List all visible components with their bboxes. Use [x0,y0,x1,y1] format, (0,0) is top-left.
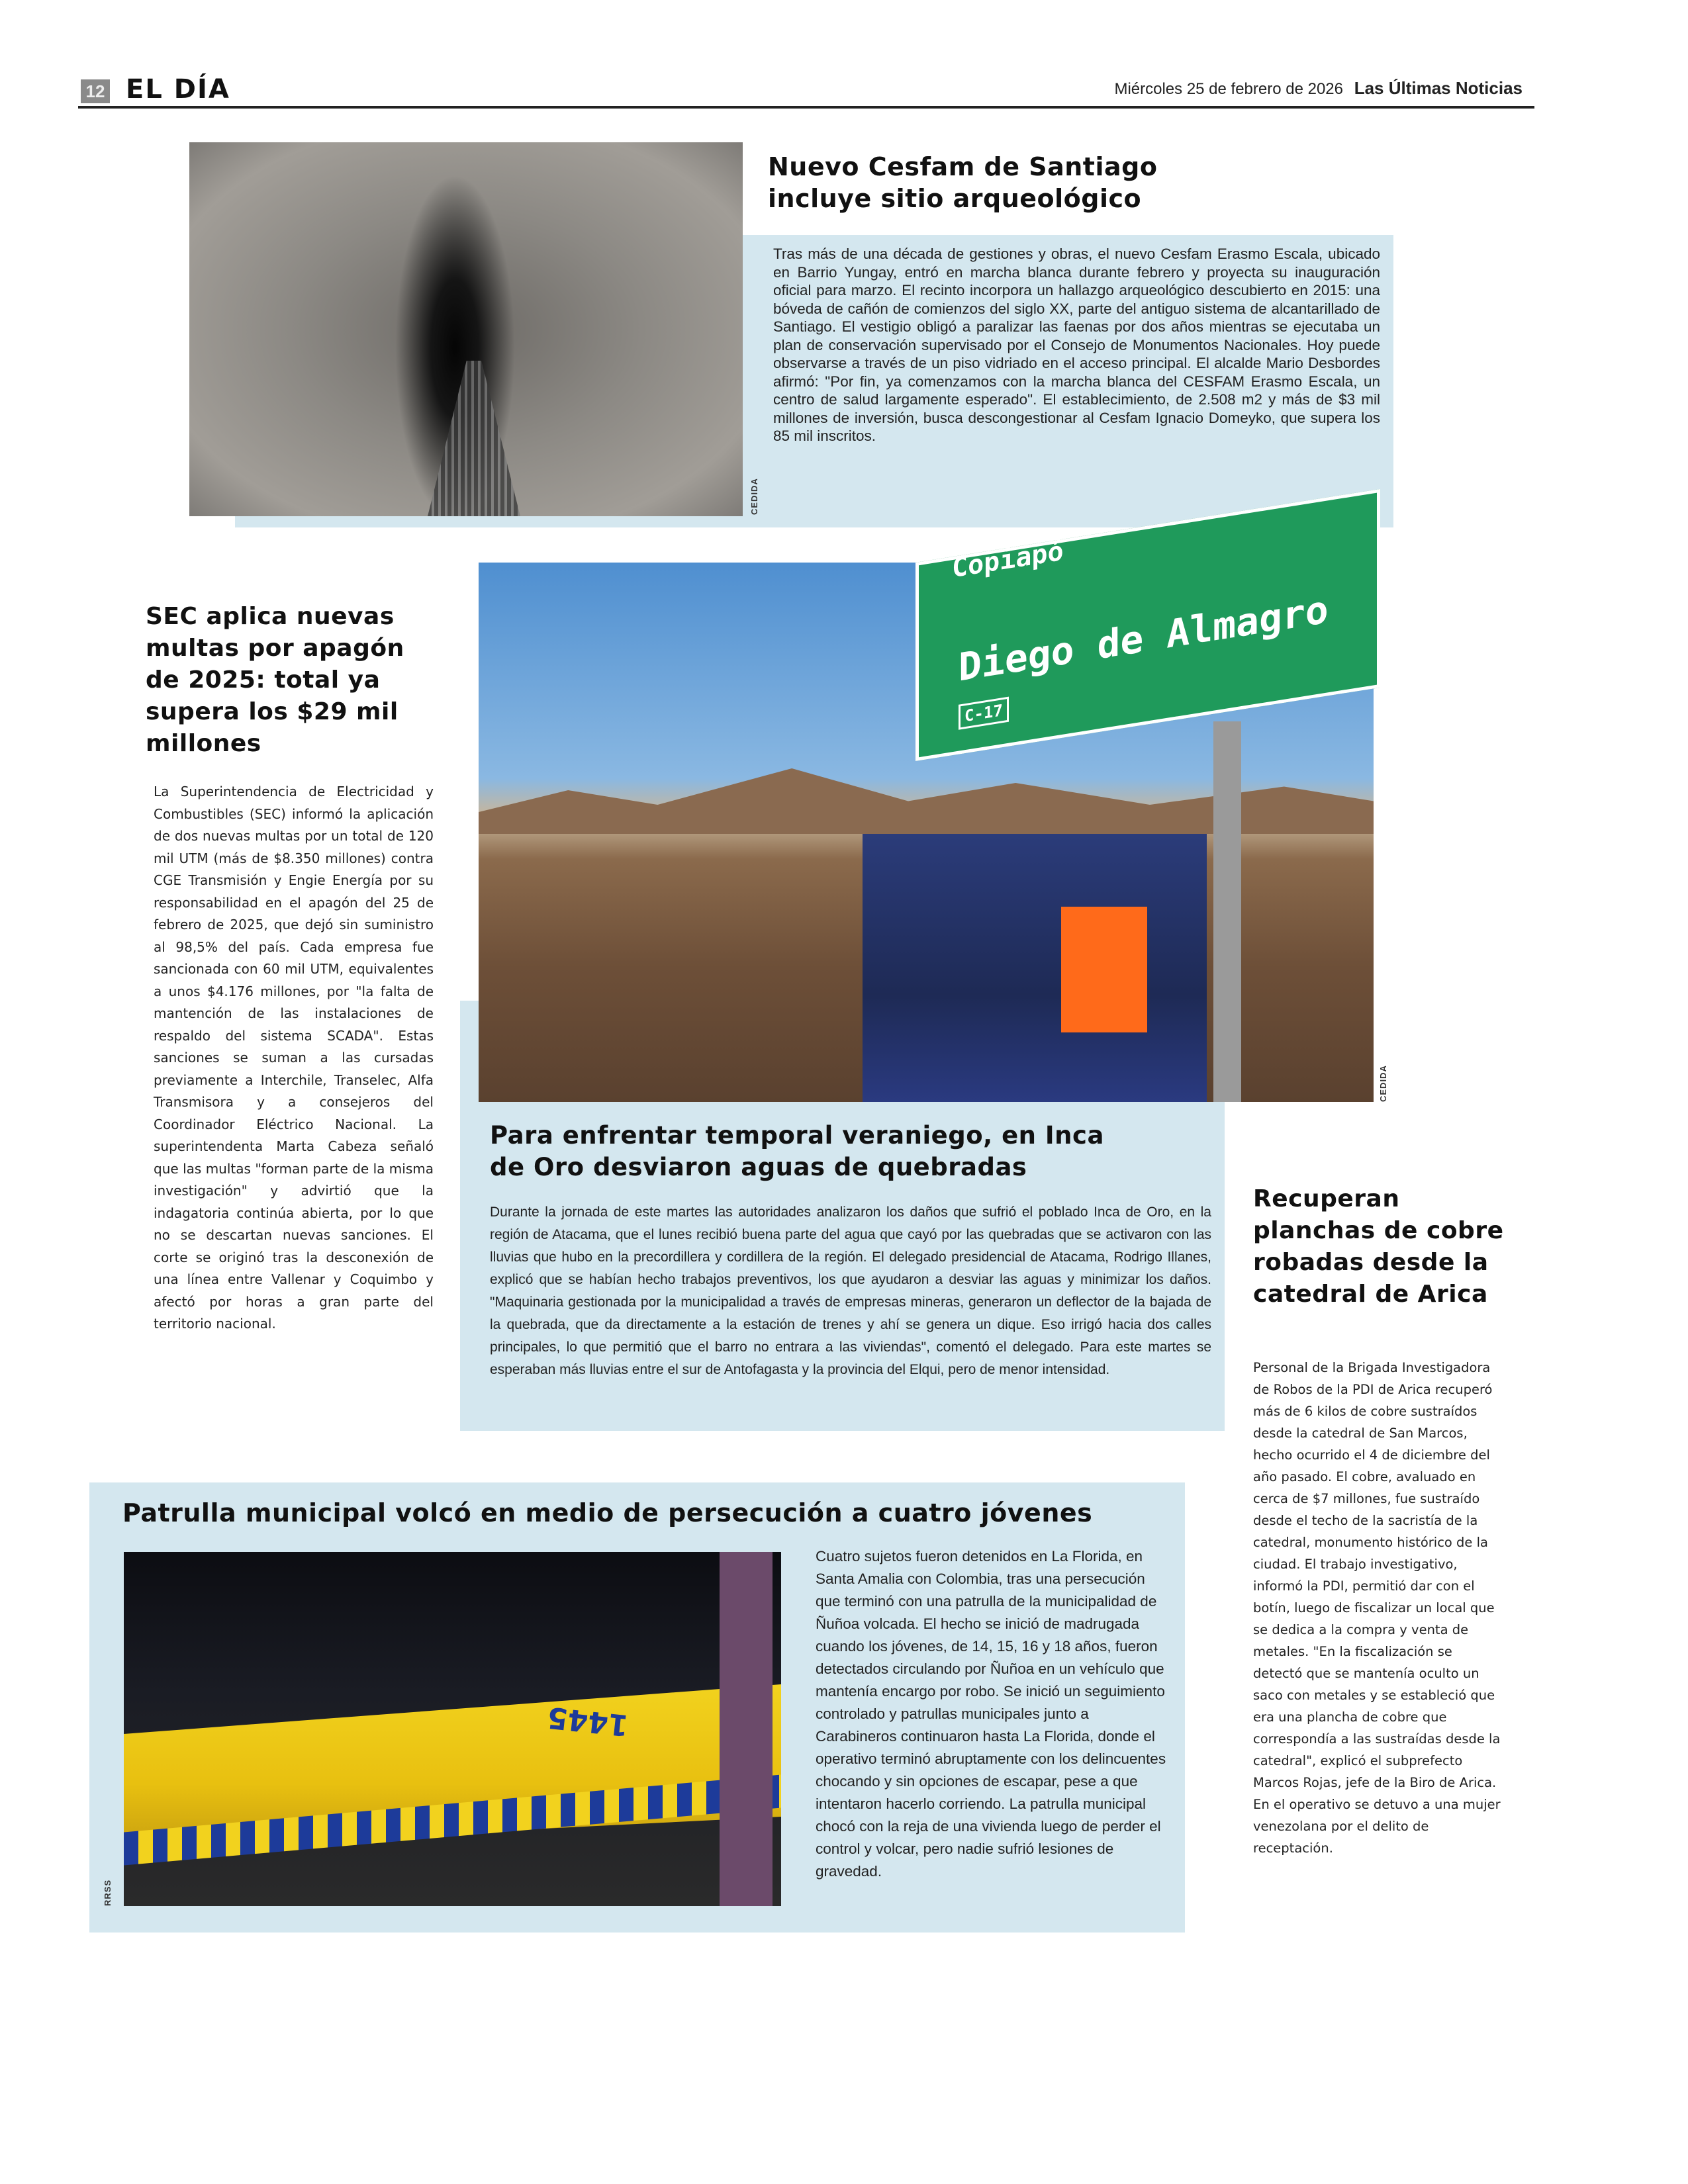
headline-line: incluye sitio arqueológico [768,184,1142,213]
sec-body: La Superintendencia de Electricidad y Combustibles (SEC) informó la aplicación de dos nuevas multas por un total de 120 mil UTM (más de $8.350 millones) contra CGE Transmisión y Engie Energía por su responsabilidad en el apagón del 25 de febrero de 2025, que dejó sin suministro al 98,5% del país. Cada empresa fue sancionada con 60 mil UTM, equivalentes a unos $4.176 millones, por "la falta de mantención de las instalaciones de respaldo del sistema SCADA". Estas sanciones se suman a las cursadas previamente a Interchile, Transelec, Alfa Transmisora y a consejeros del Coordinador Eléctrico Nacional. La superintendenta Marta Cabeza señaló que las multas "forman parte de la misma investigación" y advirtió que la indagatoria continúa abierta, por lo que no se descartan nuevas sanciones. El corte se originó tras la desconexión de una línea entre Vallenar y Coquimbo y afectó por horas a gran parte del territorio nacional. [154,784,434,1332]
sec-headline: SEC aplica nuevas multas por apagón de 2025: total ya supera los $29 mil millones [146,603,404,757]
walkway-grate [428,361,520,516]
headline-line: Nuevo Cesfam de Santiago [768,152,1158,181]
header-divider [78,106,1534,109]
arica-body: Personal de la Brigada Investigadora de Robos de la PDI de Arica recuperó más de 6 kilos de cobre sustraídos desde la catedral de San Marcos, hecho ocurrido el 4 de diciembre del año pasado. El cobre, avaluado en cerca de $7 millones, fue sustraído desde el techo de la sacristía de la catedral, monumento histórico de la ciudad. El trabajo investigativo, informó la PDI, permitió dar con el botín, luego de fiscalizar un local que se dedica a la compra y venta de metales. "En la fiscalización se detectó que se mantenía oculto un saco con metales y se estableció que era una plancha de cobre que correspondía a las sustraídas desde la catedral", explicó el subprefecto Marcos Rojas, jefe de la Biro de Arica. En el operativo se detuvo a una mujer venezolana por el delito de receptación. [1253,1360,1501,1856]
headline-line: de Oro desviaron aguas de quebradas [490,1153,1027,1181]
car-number: 1445 [545,1700,630,1743]
page-number: 12 [81,79,110,103]
masthead-info [1114,78,1523,99]
tunnel-photo [189,142,743,516]
sign-destination-top: Copiapó [952,535,1064,584]
issue-date: Miércoles 25 de febrero de 2026 [1114,80,1344,98]
orange-vest [1061,907,1147,1032]
patrulla-body: Cuatro sujetos fueron detenidos en La Florida, en Santa Amalia con Colombia, tras una persecución que terminó con una patrulla de la municipalidad de Ñuñoa volcada. El hecho se inició de madrugada cuando los jóvenes, de 14, 15, 16 y 18 años, fueron detectados circulando por Ñuñoa en un vehículo que mantenía encargo por robo. Se inició un seguimiento controlado y patrullas municipales junto a Carabineros continuaron hasta La Florida, donde el operativo terminó abruptamente con los delincuentes chocando y sin opciones de escapar, pese a que intentaron hacerlo corriendo. La patrulla municipal chocó con la reja de una vivienda luego de perder el control y volcar, pero nadie sufrió lesiones de gravedad. [816,1548,1166,1880]
arica-headline: Recuperan planchas de cobre robadas desde la catedral de Arica [1253,1185,1504,1308]
sign-destination-main: Diego de Almagro [959,586,1329,690]
cesfam-body: Tras más de una década de gestiones y obras, el nuevo Cesfam Erasmo Escala, ubicado en Barrio Yungay, entró en marcha blanca durante febrero y proyecta su inauguración oficial para marzo. El recinto incorpora un hallazgo arqueológico descubierto en 2015: una bóveda de cañón de comienzos del siglo XX, parte del antiguo sistema de alcantarillado de Santiago. El vestigio obligó a paralizar las faenas por dos años mientras se ejecutaba un plan de conservación supervisado por el Consejo de Monumentos Nacionales. Hoy puede observarse a través de un piso vidriado en el acceso principal. El alcalde Mario Desbordes afirmó: "Por fin, ya comenzamos con la marcha blanca del CESFAM Erasmo Escala, un centro de salud largamente esperado". El establecimiento, de 2.508 m2 y más de $3 mil millones de inversión, busca descongestionar al Cesfam Ignacio Domeyko, que supera los 85 mil inscritos. [773,246,1380,444]
road-sign [915,489,1380,761]
inca-body: Durante la jornada de este martes las autoridades analizaron los daños que sufrió el poblado Inca de Oro, en la región de Atacama, que el lunes recibió buena parte del agua que cayó por las quebradas que se activaron con las lluvias que hubo en la precordillera y cordillera de la región. El delegado presidencial de Atacama, Rodrigo Illanes, explicó que se habían hecho trabajos preventivos, los que ayudaron a desviar las aguas y minimizar los daños. "Maquinaria gestionada por la municipalidad a través de empresas mineras, generaron un deflector de la bajada de la quebrada, que da directamente a la estación de trenes y ahí se genera un dique. Eso irrigó hacia dos calles principales, lo que permitió que el barro no entrara a las viviendas", comentó el delegado. Para este martes se esperaban más lluvias entre el sur de Antofagasta y la provincia del Elqui, pero de menor intensidad. [490,1205,1211,1377]
photo-credit: CEDIDA [749,478,759,515]
pole [720,1552,773,1906]
photo-credit: RRSS [103,1879,113,1906]
sign-post [1213,721,1241,1102]
section-title: EL DÍA [126,74,230,105]
publication-name: Las Últimas Noticias [1354,78,1523,98]
inca-headline [490,1120,1104,1183]
flood-damage-photo [479,535,1374,1102]
headline-line: Para enfrentar temporal veraniego, en Inca [490,1121,1104,1150]
photo-credit: CEDIDA [1378,1065,1388,1102]
patrulla-headline: Patrulla municipal volcó en medio de persecución a cuatro jóvenes [122,1498,1093,1527]
cesfam-headline [768,151,1157,214]
sign-route: C-17 [959,697,1009,730]
overturned-patrol-car-photo [124,1552,781,1906]
people-group [863,834,1207,1102]
